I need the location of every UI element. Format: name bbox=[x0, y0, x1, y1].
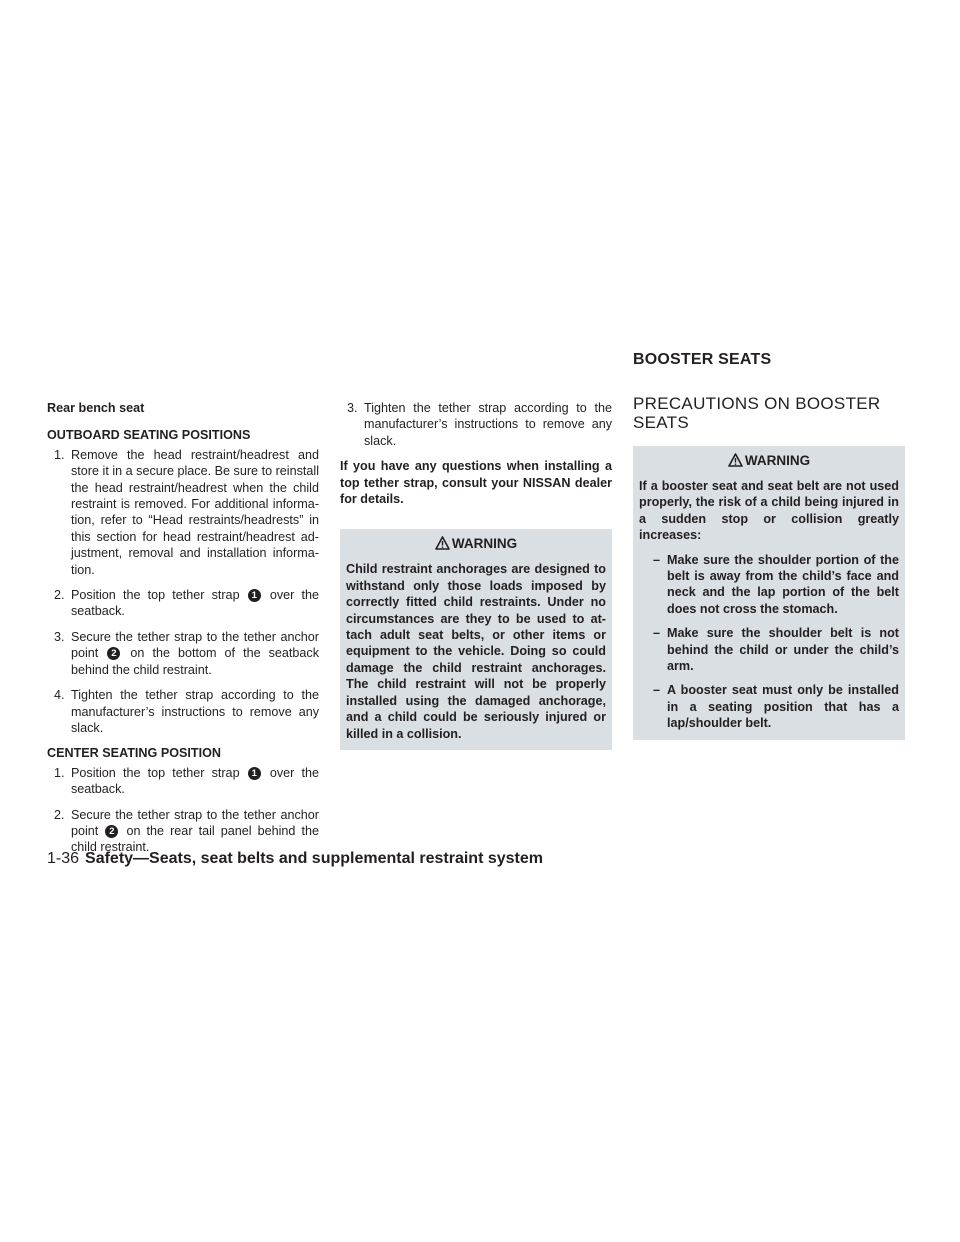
warning-intro: If a booster seat and seat belt are not used properly, the risk of a child being injured in a sudden stop or collision greatly increases: bbox=[639, 479, 899, 543]
warning-triangle-icon bbox=[728, 453, 743, 467]
warning-item: – Make sure the shoulder portion of the belt is away from the child’s face and neck and the lap portion of the belt does not cross the stomach. bbox=[653, 552, 899, 616]
warning-box-booster bbox=[633, 446, 905, 740]
center-heading: CENTER SEATING POSITION bbox=[47, 746, 221, 761]
warning-item: – A booster seat must only be installed in a seating position that has a lap/shoulder belt. bbox=[653, 683, 899, 731]
callout-marker-icon: 2 bbox=[105, 825, 118, 838]
outboard-step-4: 4. Tighten the tether strap according to the manufacturer’s instructions to remove any slack. bbox=[54, 688, 319, 735]
warning-text: Child restraint anchorages are designed to withstand only those loads imposed by correctly fitted child restraints. Under no circumstances are they to be used to at-tach adult seat belts, or other items or equipment to the vehicle. Doing so could damage the child restraint anchorages. The child restraint will not be properly installed using the damaged anchorage, and a child could be seriously injured or killed in a collision. bbox=[346, 562, 606, 741]
outboard-heading: OUTBOARD SEATING POSITIONS bbox=[47, 428, 251, 443]
outboard-step-3-tighten: 3. Tighten the tether strap according to the manufacturer’s instructions to remove any slack. bbox=[347, 401, 612, 448]
rear-bench-heading: Rear bench seat bbox=[47, 401, 145, 415]
precautions-heading: PRECAUTIONS ON BOOSTER SEATS bbox=[633, 394, 881, 432]
center-step-2: 2. Secure the tether strap to the tether anchor point 2 on the rear tail panel behind the child restraint. bbox=[54, 807, 320, 855]
callout-marker-icon: 1 bbox=[248, 767, 261, 780]
column-middle bbox=[340, 400, 612, 750]
callout-marker-icon: 2 bbox=[107, 647, 120, 660]
footer-title: Safety—Seats, seat belts and supplemental restraint system bbox=[85, 850, 543, 867]
warning-box-anchorages bbox=[340, 529, 612, 749]
column-left bbox=[47, 400, 319, 865]
warning-header: WARNING bbox=[346, 535, 606, 553]
outboard-step-1: 1. Remove the head restraint/headrest and store it in a secure place. Be sure to reinstall the head restraint/headrest when the child restraint is removed. For additional informa-tion, refer to “Head restraints/headrests” in this section for head restraint/headrest ad-justment, removal and installation informa-tion. bbox=[54, 447, 319, 577]
callout-marker-icon: 1 bbox=[248, 589, 261, 602]
warning-item: – Make sure the shoulder belt is not behind the child or under the child’s arm. bbox=[653, 626, 899, 674]
page-number: 1-36 bbox=[47, 850, 80, 867]
page-footer bbox=[47, 850, 543, 868]
center-step-1: 1. Position the top tether strap 1 over the seatback. bbox=[54, 765, 320, 797]
outboard-step-2: 2. Position the top tether strap 1 over the seatback. bbox=[54, 588, 320, 619]
outboard-step-3: 3. Secure the tether strap to the tether anchor point 2 on the bottom of the seatback behind the child restraint. bbox=[54, 629, 320, 677]
warning-header: WARNING bbox=[639, 452, 899, 470]
warning-triangle-icon bbox=[435, 536, 450, 550]
column-right bbox=[633, 394, 905, 740]
section-title: BOOSTER SEATS bbox=[633, 351, 772, 368]
questions-note: If you have any questions when installing a top tether strap, consult your NISSAN dealer for details. bbox=[340, 459, 612, 507]
